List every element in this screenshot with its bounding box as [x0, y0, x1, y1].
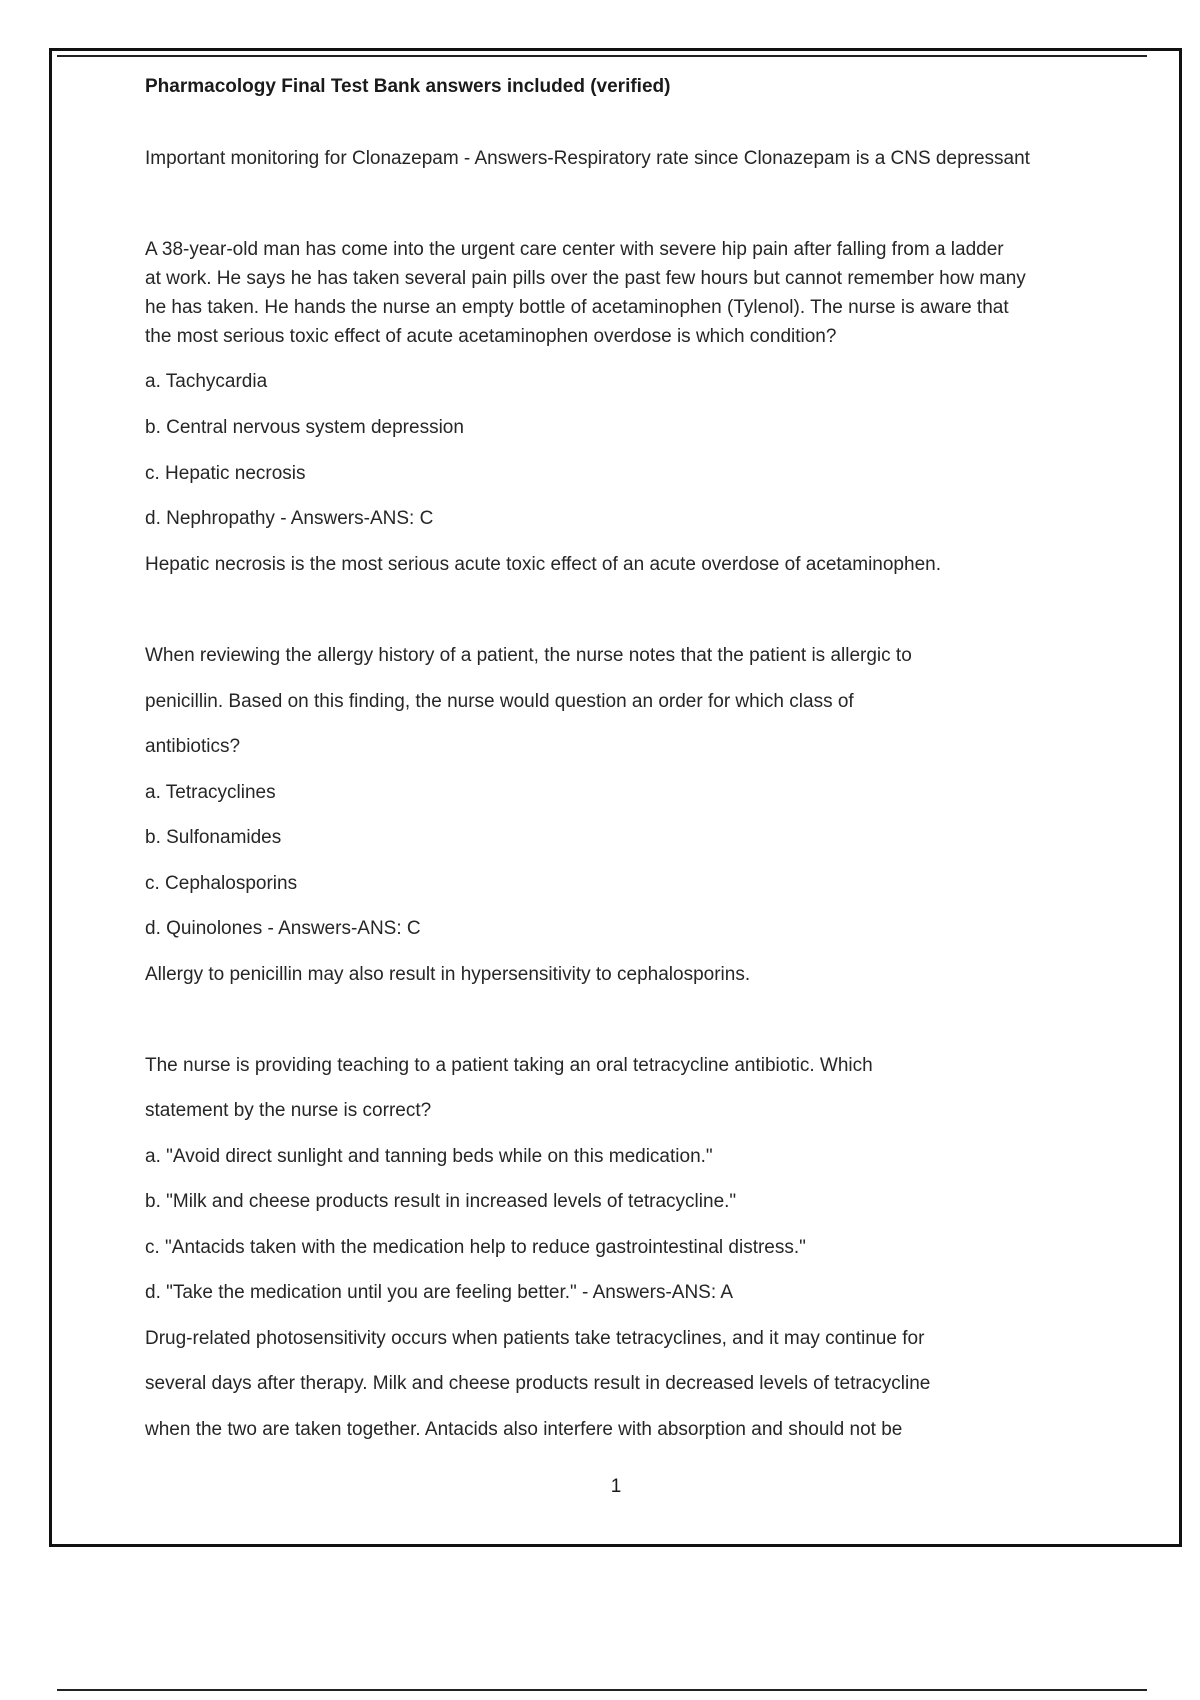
document-title: Pharmacology Final Test Bank answers included (verified)	[145, 76, 671, 97]
q3-stem-line: antibiotics?	[145, 736, 241, 757]
q4-rationale-line: several days after therapy. Milk and cheese products result in decreased levels of tetracycline	[145, 1373, 931, 1394]
q2-stem-line: he has taken. He hands the nurse an empty bottle of acetaminophen (Tylenol). The nurse is aware that	[145, 297, 1009, 318]
q2-stem-line: at work. He says he has taken several pain pills over the past few hours but cannot remember how many	[145, 268, 1026, 289]
q3-rationale: Allergy to penicillin may also result in hypersensitivity to cephalosporins.	[145, 964, 751, 985]
q2-option-a: a. Tachycardia	[145, 371, 268, 392]
q2-option-c: c. Hepatic necrosis	[145, 463, 306, 484]
q3-option-d-answer: d. Quinolones - Answers-ANS: C	[145, 918, 421, 939]
q4-option-d-answer: d. "Take the medication until you are feeling better." - Answers-ANS: A	[145, 1282, 734, 1303]
q4-option-b: b. "Milk and cheese products result in increased levels of tetracycline."	[145, 1191, 737, 1212]
q3-stem-line: When reviewing the allergy history of a patient, the nurse notes that the patient is allergic to	[145, 645, 912, 666]
q2-option-b: b. Central nervous system depression	[145, 417, 464, 438]
q4-stem-line: The nurse is providing teaching to a patient taking an oral tetracycline antibiotic. Which	[145, 1055, 873, 1076]
q4-option-c: c. "Antacids taken with the medication help to reduce gastrointestinal distress."	[145, 1237, 806, 1258]
bottom-rule	[57, 1689, 1147, 1691]
q4-rationale-line: when the two are taken together. Antacids also interfere with absorption and should not be	[145, 1419, 903, 1440]
q2-stem-line: the most serious toxic effect of acute acetaminophen overdose is which condition?	[145, 326, 837, 347]
q2-stem-line: A 38-year-old man has come into the urgent care center with severe hip pain after falling from a ladder	[145, 239, 1004, 260]
q3-option-b: b. Sulfonamides	[145, 827, 282, 848]
q3-option-c: c. Cephalosporins	[145, 873, 298, 894]
q4-stem-line: statement by the nurse is correct?	[145, 1100, 432, 1121]
q2-rationale: Hepatic necrosis is the most serious acute toxic effect of an acute overdose of acetaminophen.	[145, 554, 941, 575]
page-number: 1	[610, 1476, 622, 1497]
q4-rationale-line: Drug-related photosensitivity occurs when patients take tetracyclines, and it may continue for	[145, 1328, 925, 1349]
q2-option-d-answer: d. Nephropathy - Answers-ANS: C	[145, 508, 434, 529]
q1-line: Important monitoring for Clonazepam - Answers-Respiratory rate since Clonazepam is a CNS depressant	[145, 148, 1030, 169]
q3-stem-line: penicillin. Based on this finding, the nurse would question an order for which class of	[145, 691, 854, 712]
q3-option-a: a. Tetracyclines	[145, 782, 276, 803]
q4-option-a: a. "Avoid direct sunlight and tanning beds while on this medication."	[145, 1146, 713, 1167]
